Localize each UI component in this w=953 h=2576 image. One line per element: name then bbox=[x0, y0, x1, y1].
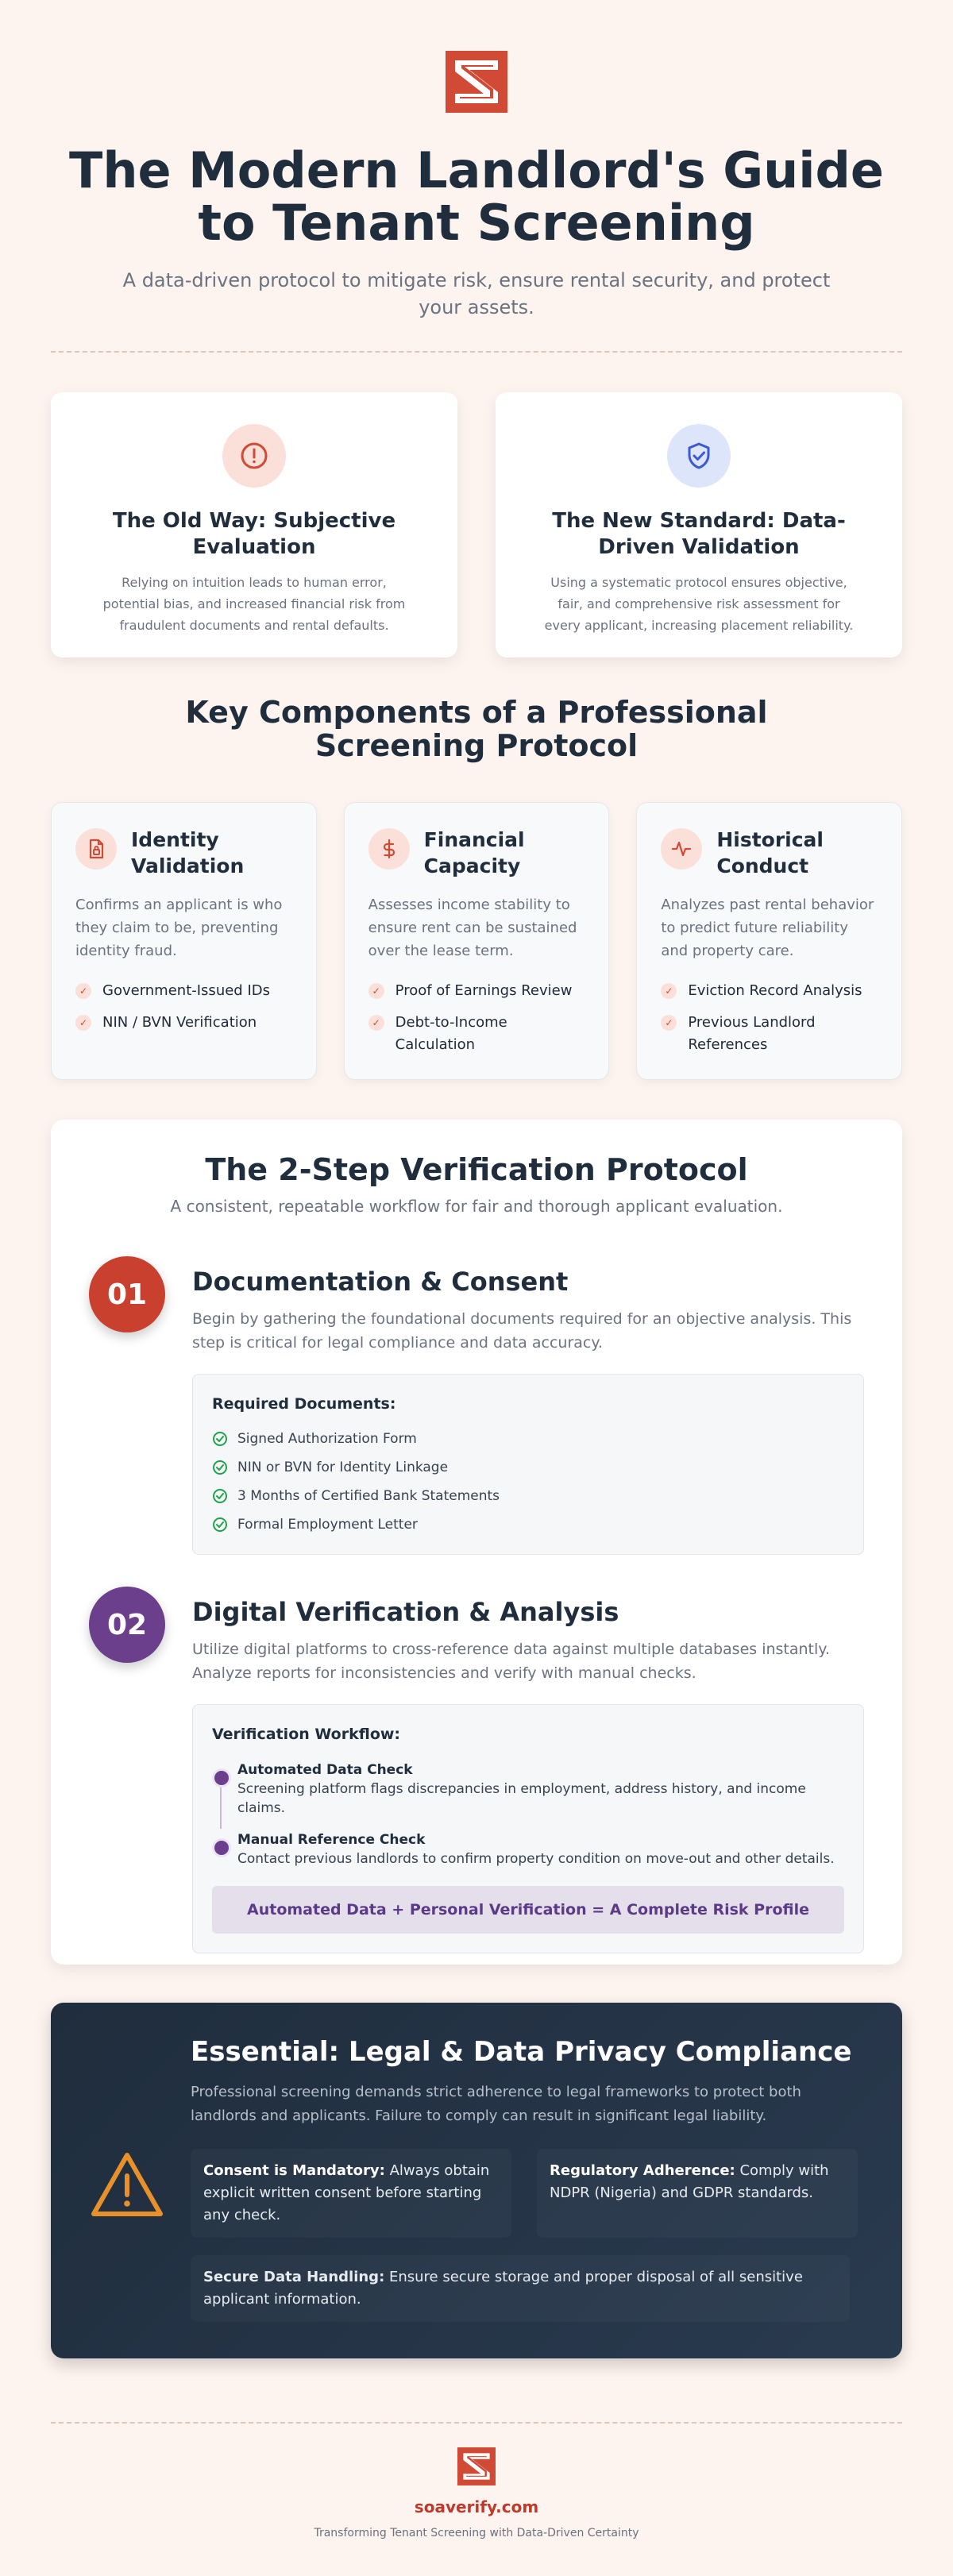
list-item: ✓ Debt-to-Income Calculation bbox=[368, 1012, 585, 1056]
box-title: Required Documents: bbox=[212, 1395, 396, 1413]
page-title: The Modern Landlord's Guide to Tenant Screening bbox=[69, 141, 884, 252]
component-list bbox=[661, 980, 878, 1056]
component-desc: Assesses income stability to ensure rent can be sustained over the lease term. bbox=[368, 897, 577, 959]
component-list bbox=[368, 980, 585, 1056]
check-circle-icon bbox=[212, 1460, 228, 1475]
legal-compliance-section bbox=[51, 2003, 902, 2358]
list-item: 3 Months of Certified Bank Statements bbox=[212, 1486, 844, 1506]
check-circle-icon bbox=[212, 1517, 228, 1533]
step-1 bbox=[89, 1256, 864, 1555]
legal-grid bbox=[191, 2149, 858, 2238]
list-item: ✓ NIN / BVN Verification bbox=[75, 1012, 292, 1034]
list-item: ✓ Previous Landlord References bbox=[661, 1012, 878, 1056]
old-way-title: The Old Way: Subjective Evaluation bbox=[112, 509, 396, 559]
new-standard-text: Using a systematic protocol ensures objective, fair, and comprehensive risk assessment for every applicant, increasing placement reliability. bbox=[544, 575, 854, 633]
comparison-section bbox=[0, 392, 953, 657]
old-way-text: Relying on intuition leads to human error, potential bias, and increased financial risk from fraudulent documents and rental defaults. bbox=[102, 575, 406, 633]
step-number-badge: 01 bbox=[89, 1256, 165, 1332]
brand-logo-icon bbox=[457, 2447, 496, 2485]
new-standard-card bbox=[496, 392, 902, 657]
footer-tagline: Transforming Tenant Screening with Data-Driven Certainty bbox=[314, 2527, 639, 2539]
components-section bbox=[0, 802, 953, 1080]
protocol-section bbox=[51, 1120, 902, 1965]
step-title: Digital Verification & Analysis bbox=[192, 1597, 619, 1627]
legal-title: Essential: Legal & Data Privacy Compliance bbox=[191, 2036, 852, 2068]
workflow-item-title: Manual Reference Check bbox=[237, 1832, 426, 1848]
brand-logo-icon bbox=[446, 51, 507, 113]
check-icon: ✓ bbox=[368, 983, 384, 999]
workflow-item-title: Automated Data Check bbox=[237, 1762, 413, 1778]
legal-item-consent: Consent is Mandatory: Always obtain explicit written consent before starting any check. bbox=[191, 2149, 511, 2238]
workflow-item bbox=[237, 1830, 844, 1868]
component-list bbox=[75, 980, 292, 1034]
legal-item-secure-data: Secure Data Handling: Ensure secure storage and proper disposal of all sensitive applicant information. bbox=[191, 2255, 850, 2322]
workflow-item-text: Contact previous landlords to confirm property condition on move-out and other details. bbox=[237, 1851, 835, 1867]
list-item: ✓ Eviction Record Analysis bbox=[661, 980, 878, 1002]
component-desc: Analyzes past rental behavior to predict future reliability and property care. bbox=[661, 897, 874, 959]
divider bbox=[51, 351, 902, 353]
protocol-subtitle: A consistent, repeatable workflow for fair and thorough applicant evaluation. bbox=[170, 1197, 783, 1216]
check-icon: ✓ bbox=[661, 1015, 677, 1031]
new-standard-title: The New Standard: Data-Driven Validation bbox=[552, 509, 846, 559]
workflow-timeline bbox=[212, 1760, 844, 1868]
check-icon: ✓ bbox=[368, 1015, 384, 1031]
check-icon: ✓ bbox=[75, 983, 91, 999]
list-item: Signed Authorization Form bbox=[212, 1429, 844, 1449]
box-title: Verification Workflow: bbox=[212, 1726, 401, 1743]
step-number-badge: 02 bbox=[89, 1587, 165, 1663]
divider bbox=[51, 2422, 902, 2424]
timeline-dot-icon bbox=[212, 1768, 231, 1787]
document-list bbox=[212, 1429, 844, 1535]
list-item: NIN or BVN for Identity Linkage bbox=[212, 1457, 844, 1478]
components-title: Key Components of a Professional Screening Protocol bbox=[185, 695, 768, 763]
legal-item-regulatory: Regulatory Adherence: Comply with NDPR (Nigeria) and GDPR standards. bbox=[537, 2149, 858, 2238]
formula-banner: Automated Data + Personal Verification = A Complete Risk Profile bbox=[212, 1886, 844, 1934]
timeline-dot-icon bbox=[212, 1838, 231, 1857]
check-circle-icon bbox=[212, 1488, 228, 1504]
list-item: ✓ Proof of Earnings Review bbox=[368, 980, 585, 1002]
step-desc: Begin by gathering the foundational documents required for an objective analysis. This step is critical for legal compliance and data accuracy. bbox=[192, 1310, 852, 1352]
required-documents-box bbox=[192, 1374, 864, 1555]
component-card-identity bbox=[51, 802, 317, 1080]
component-desc: Confirms an applicant is who they claim to be, preventing identity fraud. bbox=[75, 897, 283, 959]
check-circle-icon bbox=[212, 1431, 228, 1447]
component-card-history bbox=[636, 802, 902, 1080]
component-title: Historical Conduct bbox=[716, 828, 824, 877]
step-2 bbox=[89, 1587, 864, 1953]
component-title: Financial Capacity bbox=[423, 828, 525, 877]
activity-icon bbox=[661, 828, 702, 870]
legal-desc: Professional screening demands strict adherence to legal frameworks to protect both landlords and applicants. Failure to comply can result in significant legal liability. bbox=[191, 2084, 801, 2124]
dollar-icon bbox=[368, 828, 410, 870]
list-item: ✓ Government-Issued IDs bbox=[75, 980, 292, 1002]
check-icon: ✓ bbox=[661, 983, 677, 999]
workflow-item bbox=[237, 1760, 844, 1818]
old-way-card bbox=[51, 392, 457, 657]
check-icon: ✓ bbox=[75, 1015, 91, 1031]
workflow-item-text: Screening platform flags discrepancies in employment, address history, and income claims. bbox=[237, 1781, 806, 1816]
step-desc: Utilize digital platforms to cross-reference data against multiple databases instantly. Analyze reports for inconsistencies and verify with manual checks. bbox=[192, 1641, 830, 1682]
file-lock-icon bbox=[75, 828, 117, 870]
component-card-financial bbox=[344, 802, 610, 1080]
protocol-title: The 2-Step Verification Protocol bbox=[205, 1152, 748, 1187]
list-item: Formal Employment Letter bbox=[212, 1514, 844, 1535]
step-title: Documentation & Consent bbox=[192, 1267, 569, 1297]
alert-circle-icon bbox=[222, 424, 286, 488]
component-title: Identity Validation bbox=[131, 828, 245, 877]
verification-workflow-box bbox=[192, 1704, 864, 1953]
shield-check-icon bbox=[667, 424, 731, 488]
page-subtitle: A data-driven protocol to mitigate risk, ensure rental security, and protect your assets. bbox=[122, 269, 831, 318]
warning-triangle-icon bbox=[89, 2150, 165, 2219]
footer-link[interactable]: soaverify.com bbox=[414, 2497, 539, 2516]
